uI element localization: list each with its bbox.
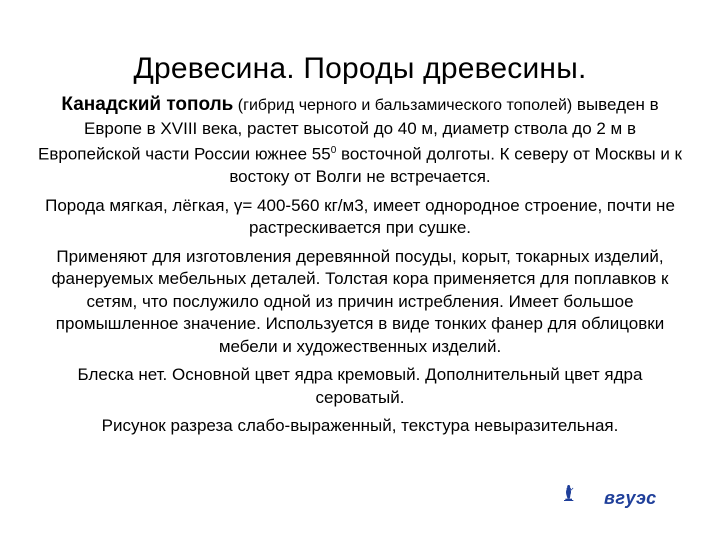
lead-term: Канадский тополь [61, 94, 234, 115]
slide-title: Древесина. Породы древесины. [133, 52, 587, 85]
lead-parenthetical: (гибрид черного и бальзамического тополей) [233, 97, 573, 114]
paragraph-properties: Порода мягкая, лёгкая, γ= 400-560 кг/м3, имеет однородное строение, почти не растрескивается при сушке. [45, 195, 675, 238]
description-text-a: выведен в Европе в XVIII века, растет высотой до 40 м, диаметр ствола до 2 м в Европейской части России южнее 55 [38, 95, 659, 164]
logo-text: вгуэс [604, 488, 657, 508]
statue-figure-icon [564, 485, 573, 501]
slide-body [34, 94, 686, 444]
paragraph-texture: Рисунок разреза слабо-выраженный, текстура невыразительная. [101, 416, 619, 436]
paragraph-description [34, 94, 686, 189]
paragraph-usage: Применяют для изготовления деревянной посуды, корыт, токарных изделий, фанеруемых мебельных деталей. Толстая кора применяется для поплавков к сетям, что послужило одной из причин истребления. Имеет большое промышленное значение. Используется в виде тонких фанер для облицовки мебели и художественных изделий. [51, 246, 669, 356]
logo-emblem [562, 465, 602, 521]
paragraph-color: Блеска нет. Основной цвет ядра кремовый. Дополнительный цвет ядра сероватый. [77, 365, 643, 407]
degree-superscript: 0 [330, 145, 337, 156]
description-text-b: восточной долготы. К северу от Москвы и к востоку от Волги не встречается. [229, 144, 682, 187]
